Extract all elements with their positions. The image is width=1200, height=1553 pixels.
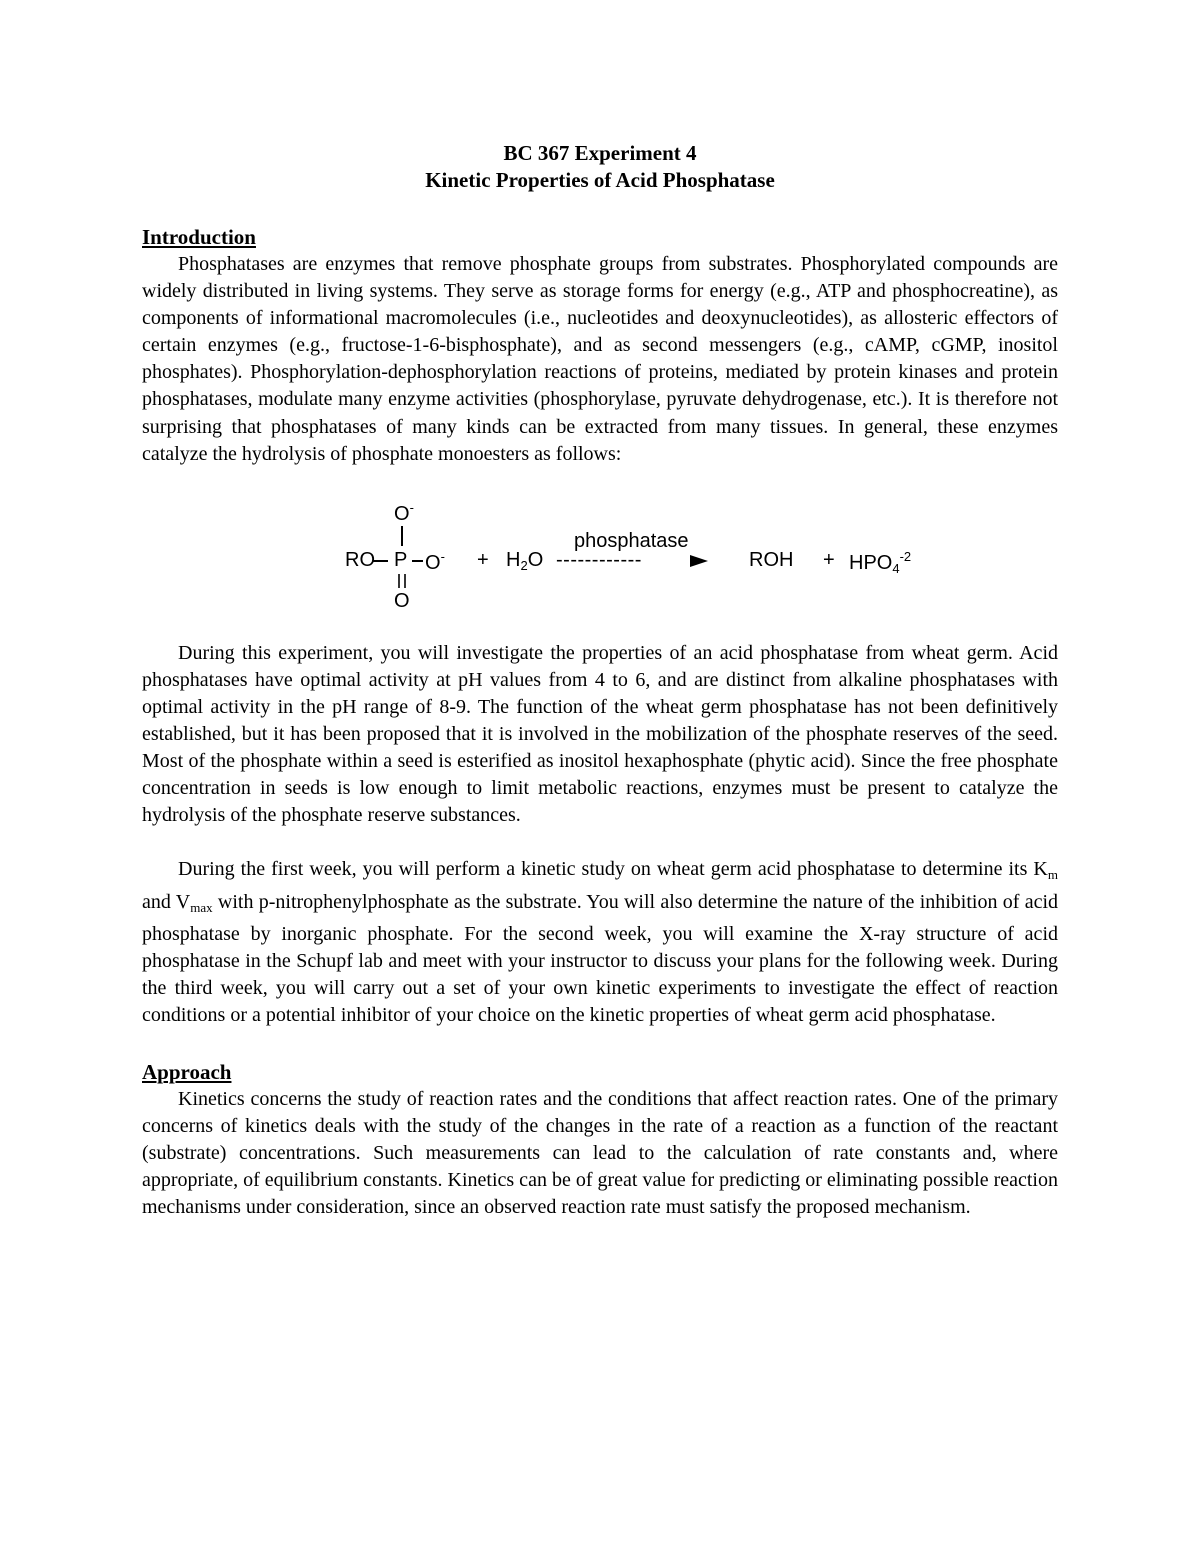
water-formula: $H_2O$ bbox=[506, 548, 544, 573]
enzyme-label: phosphatase bbox=[574, 529, 689, 552]
ro-group: RO bbox=[345, 548, 375, 571]
introduction-paragraph-1: Phosphatases are enzymes that remove phosphate groups from substrates. Phosphorylated compounds are widely distributed in living systems. They serve as storage forms for energy (e.g., ATP and phosphocreatine), as components of informational macromolecules (i.e., nucleotides and deoxynucleotides), as allosteric effectors of certain enzymes (e.g., fructose-1-6-bisphosphate), and as second messengers (e.g., cAMP, cGMP, inositol phosphates). Phosphorylation-dephosphorylation reactions of proteins, mediated by protein kinases and protein phosphatases, modulate many enzyme activities (phosphorylase, pyruvate dehydrogenase, etc.). It is therefore not surprising that phosphatases of many kinds can be extracted from many tissues. In general, these enzymes catalyze the hydrolysis of phosphate monoesters as follows: bbox=[142, 253, 1058, 465]
phosphorus-atom: P bbox=[394, 548, 408, 571]
reaction-equation bbox=[142, 494, 1058, 624]
introduction-heading: Introduction bbox=[142, 225, 256, 249]
document-title-line1: BC 367 Experiment 4 bbox=[503, 141, 697, 165]
plus-sign-2: + bbox=[823, 548, 835, 571]
oxygen-bottom: O bbox=[394, 589, 410, 612]
approach-paragraph-1: Kinetics concerns the study of reaction rates and the conditions that affect reaction rates. One of the primary concerns of kinetics deals with the study of the changes in the rate of a reaction as a function of the reactant (substrate) concentrations. Such measurements can lead to the calculation of rate constants and, where appropriate, of equilibrium constants. Kinetics can be of great value for predicting or eliminating possible reaction mechanisms under consideration, since an observed reaction rate must satisfy the proposed mechanism. bbox=[142, 1087, 1058, 1219]
arrow-head-icon bbox=[690, 555, 708, 567]
document-page bbox=[142, 140, 1058, 1221]
oxygen-right: O- bbox=[425, 548, 445, 574]
introduction-paragraph-3: During the first week, you will perform a kinetic study on wheat germ acid phosphatase to determine its $K_m$ and $V_{max}$ with p-nitrophenylphosphate as the substrate. You will also determine the nature of the inhibition of acid phosphatase by inorganic phosphate. For the second week, you will examine the X-ray structure of acid phosphatase in the Schupf lab and meet with your instructor to discuss your plans for the following week. During the third week, you will carry out a set of your own kinetic experiments to investigate the effect of reaction conditions or a potential inhibitor of your choice on the kinetic properties of wheat germ acid phosphatase. bbox=[142, 858, 1058, 1026]
oxygen-top: O- bbox=[394, 499, 414, 525]
plus-sign-1: + bbox=[477, 548, 489, 571]
document-title-line2: Kinetic Properties of Acid Phosphatase bbox=[425, 168, 775, 192]
reaction-arrow: ------------ bbox=[556, 548, 642, 571]
product-phosphate: $HPO_4^{-2}$ bbox=[849, 548, 912, 576]
introduction-paragraph-2: During this experiment, you will investigate the properties of an acid phosphatase from wheat germ. Acid phosphatases have optimal activity at pH values from 4 to 6, and are distinct from alkaline phosphatases with optimal activity in the pH range of 8-9. The function of the wheat germ phosphatase has not been definitively established, but it has been proposed that it is involved in the mobilization of the phosphate reserves of the seed. Most of the phosphate within a seed is esterified as inositol hexaphosphate (phytic acid). Since the free phosphate concentration in seeds is low enough to limit metabolic reactions, enzymes must be present to catalyze the hydrolysis of the phosphate reserve substances. bbox=[142, 641, 1058, 827]
product-roh: ROH bbox=[749, 548, 794, 571]
approach-heading: Approach bbox=[142, 1059, 232, 1084]
